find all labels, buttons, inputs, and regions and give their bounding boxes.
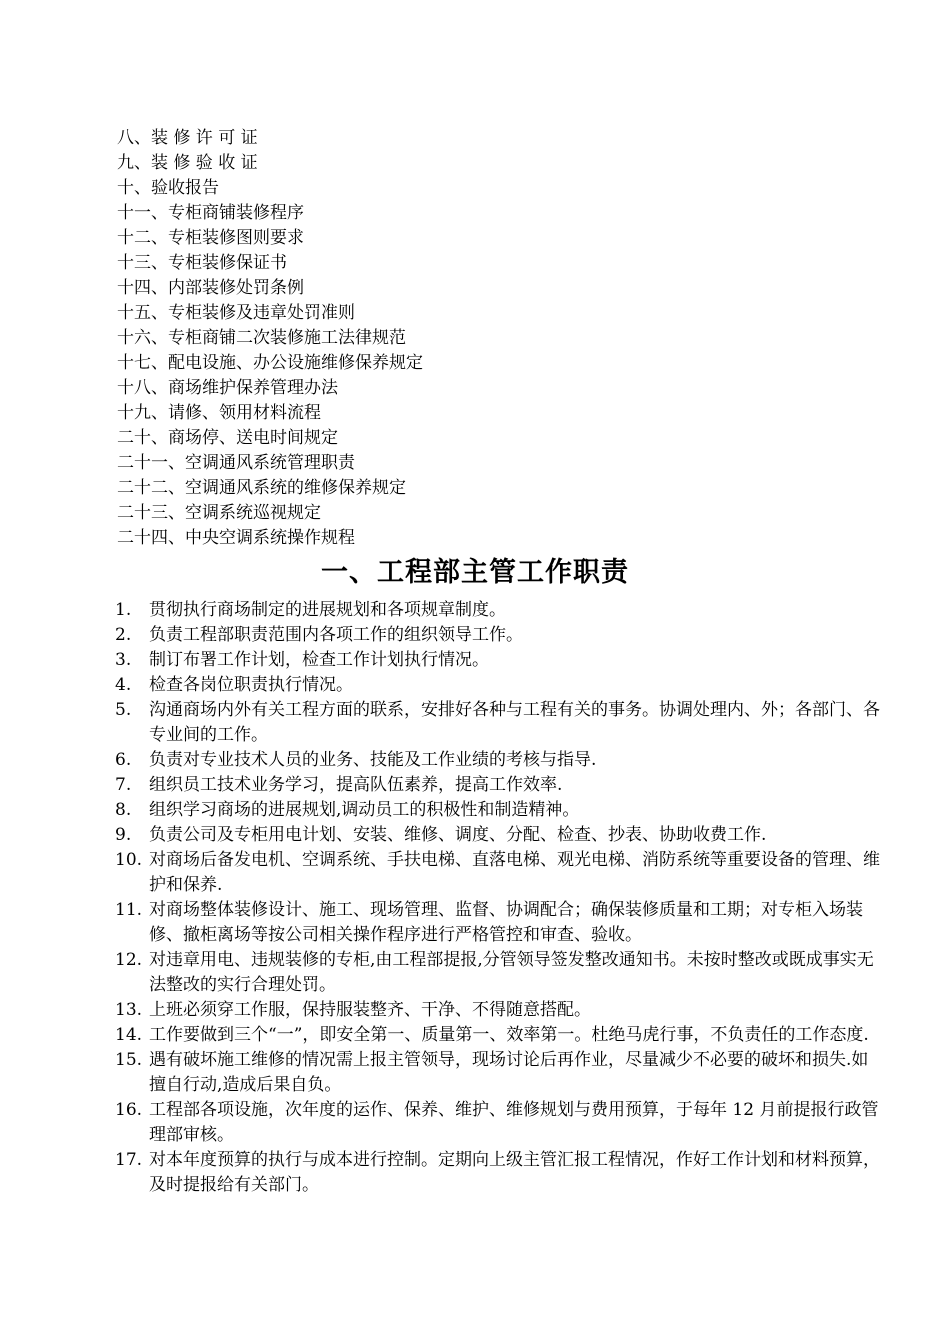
list-item xyxy=(115,798,880,823)
item-number: 14. xyxy=(115,1025,143,1045)
list-item xyxy=(115,1148,880,1198)
toc-item: 十三、专柜装修保证书 xyxy=(117,253,287,273)
toc-item: 十七、配电设施、办公设施维修保养规定 xyxy=(117,353,423,373)
list-item xyxy=(115,998,880,1023)
item-text: 对商场后备发电机、空调系统、手扶电梯、直落电梯、观光电梯、消防系统等重要设备的管理、维护和保养. xyxy=(149,850,880,895)
item-number: 16. xyxy=(115,1100,143,1120)
item-number: 9. xyxy=(115,825,132,845)
toc-item: 十五、专柜装修及违章处罚准则 xyxy=(117,303,355,323)
item-number: 8. xyxy=(115,800,132,820)
toc-item: 九、装 修 验 收 证 xyxy=(117,153,258,173)
item-text: 负责公司及专柜用电计划、安装、维修、调度、分配、检查、抄表、协助收费工作. xyxy=(149,825,767,845)
toc-item: 十四、内部装修处罚条例 xyxy=(117,278,304,298)
item-number: 17. xyxy=(115,1150,143,1170)
toc-item: 十九、请修、领用材料流程 xyxy=(117,403,321,423)
item-number: 3. xyxy=(115,650,132,670)
list-item xyxy=(115,698,880,748)
toc-item: 八、装 修 许 可 证 xyxy=(117,128,258,148)
item-number: 7. xyxy=(115,775,132,795)
item-text: 工作要做到三个“一”，即安全第一、质量第一、效率第一。杜绝马虎行事，不负责任的工作态度. xyxy=(149,1025,869,1045)
toc-item: 十六、专柜商铺二次装修施工法律规范 xyxy=(117,328,406,348)
list-item xyxy=(115,598,880,623)
list-item xyxy=(115,898,880,948)
item-number: 10. xyxy=(115,850,143,870)
item-number: 5. xyxy=(115,700,132,720)
item-number: 1. xyxy=(115,600,132,620)
item-text: 上班必须穿工作服，保持服装整齐、干净、不得随意搭配。 xyxy=(149,1000,591,1020)
item-text: 对本年度预算的执行与成本进行控制。定期向上级主管汇报工程情况，作好工作计划和材料预算，及时提报给有关部门。 xyxy=(149,1150,880,1195)
list-item xyxy=(115,1023,880,1048)
duty-list xyxy=(115,598,880,1198)
item-text: 遇有破坏施工维修的情况需上报主管领导，现场讨论后再作业，尽量减少不必要的破坏和损失.如擅自行动,造成后果自负。 xyxy=(149,1050,869,1095)
item-number: 12. xyxy=(115,950,143,970)
list-item xyxy=(115,848,880,898)
toc-item: 二十一、空调通风系统管理职责 xyxy=(117,453,355,473)
toc-item: 二十四、中央空调系统操作规程 xyxy=(117,528,355,548)
item-number: 13. xyxy=(115,1000,143,1020)
item-text: 组织学习商场的进展规划,调动员工的积极性和制造精神。 xyxy=(149,800,580,820)
list-item xyxy=(115,823,880,848)
table-of-contents xyxy=(117,126,877,551)
item-text: 负责工程部职责范围内各项工作的组织领导工作。 xyxy=(149,625,523,645)
toc-item: 十二、专柜装修图则要求 xyxy=(117,228,304,248)
list-item xyxy=(115,1098,880,1148)
item-text: 对违章用电、违规装修的专柜,由工程部提报,分管领导签发整改通知书。未按时整改或既成事实无法整改的实行合理处罚。 xyxy=(149,950,874,995)
toc-item: 十一、专柜商铺装修程序 xyxy=(117,203,304,223)
list-item xyxy=(115,648,880,673)
list-item xyxy=(115,1048,880,1098)
item-text: 检查各岗位职责执行情况。 xyxy=(149,675,353,695)
item-number: 2. xyxy=(115,625,132,645)
item-text: 工程部各项设施，次年度的运作、保养、维护、维修规划与费用预算，于每年 12 月前提报行政管理部审核。 xyxy=(149,1100,879,1145)
toc-item: 二十、商场停、送电时间规定 xyxy=(117,428,338,448)
item-number: 15. xyxy=(115,1050,143,1070)
item-text: 制订布署工作计划，检查工作计划执行情况。 xyxy=(149,650,489,670)
section-title: 一、工程部主管工作职责 xyxy=(321,557,629,588)
toc-item: 十、验收报告 xyxy=(117,178,219,198)
list-item xyxy=(115,948,880,998)
item-text: 贯彻执行商场制定的进展规划和各项规章制度。 xyxy=(149,600,506,620)
item-text: 对商场整体装修设计、施工、现场管理、监督、协调配合；确保装修质量和工期；对专柜入场装修、撤柜离场等按公司相关操作程序进行严格管控和审查、验收。 xyxy=(149,900,863,945)
list-item xyxy=(115,673,880,698)
list-item xyxy=(115,773,880,798)
list-item xyxy=(115,748,880,773)
list-item xyxy=(115,623,880,648)
item-text: 组织员工技术业务学习，提高队伍素养，提高工作效率. xyxy=(149,775,563,795)
toc-item: 二十二、空调通风系统的维修保养规定 xyxy=(117,478,406,498)
toc-item: 二十三、空调系统巡视规定 xyxy=(117,503,321,523)
item-number: 6. xyxy=(115,750,132,770)
item-text: 沟通商场内外有关工程方面的联系，安排好各种与工程有关的事务。协调处理内、外；各部门、各专业间的工作。 xyxy=(149,700,880,745)
item-text: 负责对专业技术人员的业务、技能及工作业绩的考核与指导. xyxy=(149,750,597,770)
toc-item: 十八、商场维护保养管理办法 xyxy=(117,378,338,398)
item-number: 11. xyxy=(115,900,143,920)
item-number: 4. xyxy=(115,675,132,695)
